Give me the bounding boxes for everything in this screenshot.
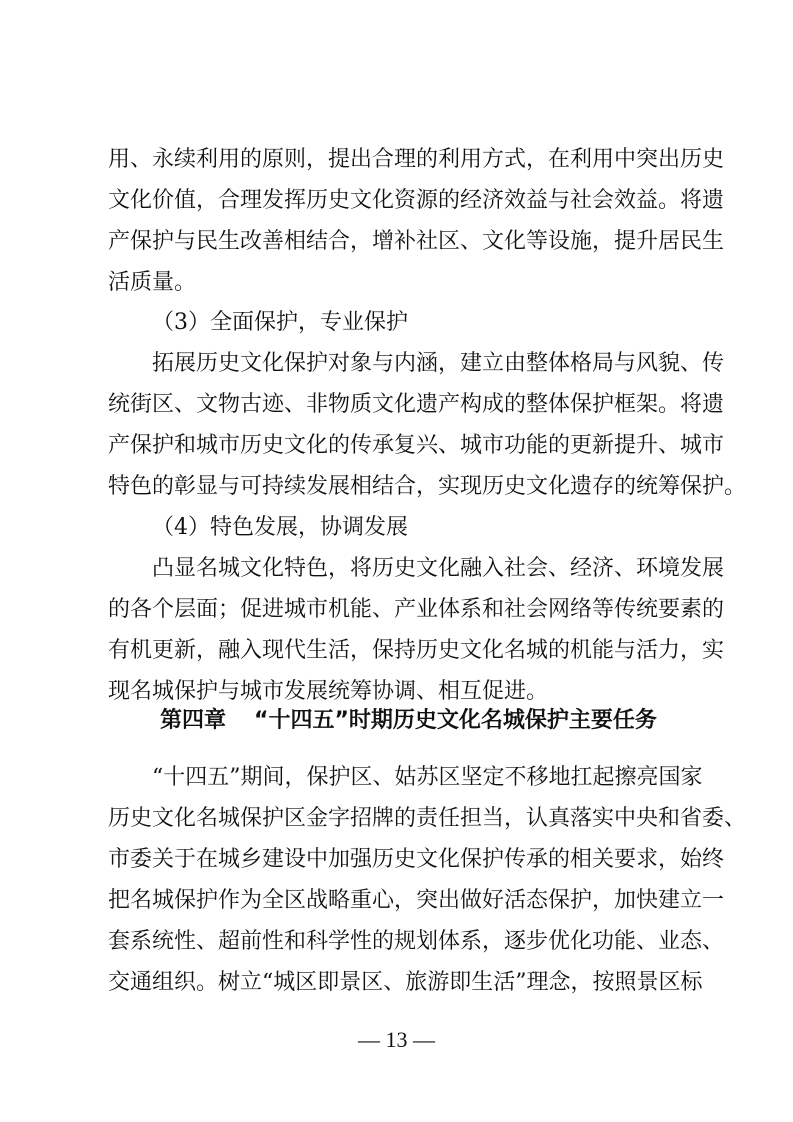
page-number: — 13 —	[358, 1027, 435, 1052]
body-text-line: 历史文化名城保护区金字招牌的责任担当，认真落实中央和省委、	[108, 806, 747, 831]
body-text-line: 文化价值，合理发挥历史文化资源的经济效益与社会效益。将遗	[108, 188, 725, 213]
body-text-line: 产保护和城市历史文化的传承复兴、城市功能的更新提升、城市	[108, 433, 725, 458]
body-text-line: 活质量。	[108, 270, 197, 295]
chapter-title: “十四五”时期历史文化名城保护主要任务	[254, 708, 657, 733]
body-text-line: 产保护与民生改善相结合，增补社区、文化等设施，提升居民生	[108, 229, 725, 254]
chapter-heading	[160, 703, 657, 739]
body-text-line: 有机更新，融入现代生活，保持历史文化名城的机能与活力，实	[108, 638, 725, 663]
section-heading: （4）特色发展，协调发展	[152, 515, 408, 540]
body-text-line: 套系统性、超前性和科学性的规划体系，逐步优化功能、业态、	[108, 929, 725, 954]
chapter-number: 第四章	[160, 708, 227, 733]
body-text-line: 交通组织。树立“城区即景区、旅游即生活”理念，按照景区标	[108, 970, 703, 995]
body-text-line: 统街区、文物古迹、非物质文化遗产构成的整体保护框架。将遗	[108, 392, 725, 417]
body-text-line: 用、永续利用的原则，提出合理的利用方式，在利用中突出历史	[108, 147, 725, 172]
body-text-line: “十四五”期间，保护区、姑苏区坚定不移地扛起擦亮国家	[152, 765, 703, 790]
body-text-line: 把名城保护作为全区战略重心，突出做好活态保护，加快建立一	[108, 888, 725, 913]
body-text-line: 拓展历史文化保护对象与内涵，建立由整体格局与风貌、传	[152, 351, 725, 376]
section-heading: （3）全面保护，专业保护	[152, 310, 408, 335]
body-text-line: 特色的彰显与可持续发展相结合，实现历史文化遗存的统筹保护。	[108, 474, 747, 499]
body-text-line: 市委关于在城乡建设中加强历史文化保护传承的相关要求，始终	[108, 847, 725, 872]
body-text-line: 现名城保护与城市发展统筹协调、相互促进。	[108, 679, 549, 704]
body-text-line: 的各个层面；促进城市机能、产业体系和社会网络等传统要素的	[108, 597, 725, 622]
body-text-line: 凸显名城文化特色，将历史文化融入社会、经济、环境发展	[152, 556, 725, 581]
